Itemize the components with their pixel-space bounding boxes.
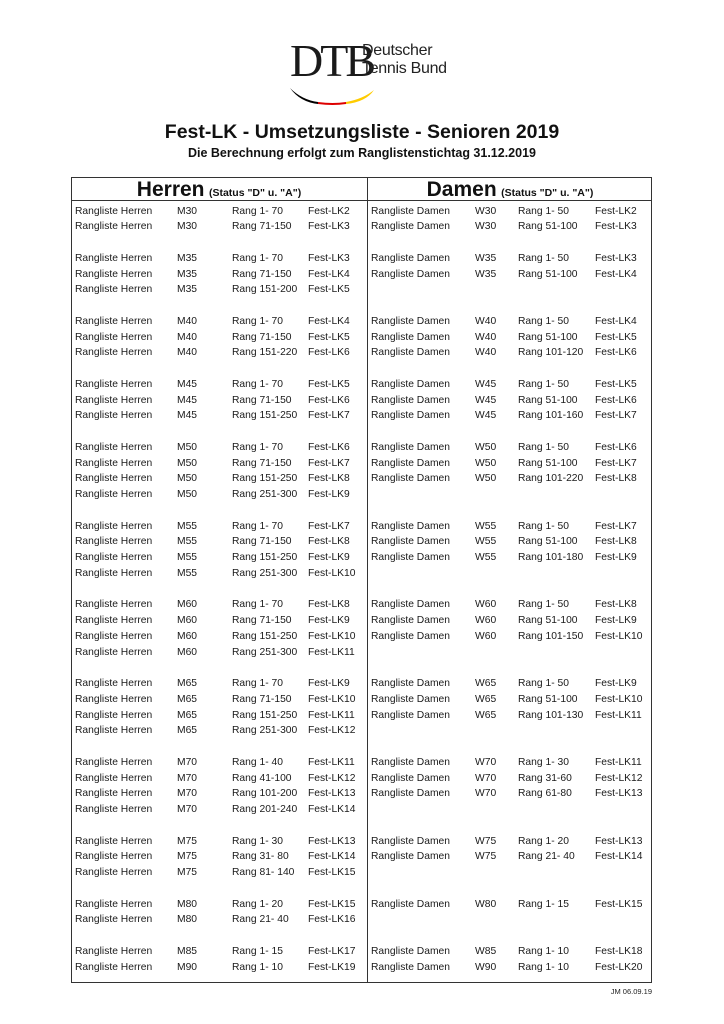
fest-lk-cell: Fest-LK7	[308, 410, 350, 422]
list-name-cell: Rangliste Damen	[371, 347, 450, 359]
herren-title: Herren	[136, 178, 205, 201]
list-name-cell: Rangliste Herren	[75, 725, 153, 737]
age-class-cell: W60	[475, 599, 497, 611]
list-name-cell: Rangliste Herren	[75, 693, 153, 705]
list-name-cell: Rangliste Herren	[75, 394, 153, 406]
list-name-cell: Rangliste Damen	[371, 520, 450, 532]
age-class-cell: M70	[177, 756, 198, 768]
rank-range-cell: Rang 151-250	[232, 473, 298, 485]
list-name-cell: Rangliste Herren	[75, 678, 153, 689]
age-class-cell: W50	[475, 473, 497, 485]
fest-lk-cell: Fest-LK11	[595, 756, 642, 768]
swoosh-gold	[346, 90, 374, 104]
fest-lk-cell: Fest-LK5	[308, 378, 350, 390]
list-name-cell: Rangliste Damen	[371, 945, 450, 957]
age-class-cell: M35	[177, 284, 198, 296]
list-name-cell: Rangliste Herren	[75, 536, 153, 548]
list-name-cell: Rangliste Damen	[371, 772, 450, 784]
age-class-cell: W45	[475, 410, 497, 422]
damen-status: (Status "D" u. "A")	[501, 187, 594, 199]
fest-lk-cell: Fest-LK9	[308, 552, 350, 563]
logo-text-line2: Tennis Bund	[362, 60, 447, 77]
fest-lk-cell: Fest-LK9	[308, 678, 350, 689]
rank-range-cell: Rang 1- 70	[232, 599, 283, 611]
rank-range-cell: Rang 31-60	[518, 772, 572, 784]
age-class-cell: M75	[177, 867, 198, 878]
age-class-cell: W70	[475, 772, 497, 784]
rank-range-cell: Rang 71-150	[232, 268, 292, 280]
age-class-cell: M70	[177, 772, 198, 784]
fest-lk-cell: Fest-LK10	[595, 693, 643, 705]
fest-lk-cell: Fest-LK14	[308, 851, 356, 863]
age-class-cell: M35	[177, 252, 198, 264]
age-class-cell: M70	[177, 788, 198, 800]
fest-lk-cell: Fest-LK17	[308, 945, 356, 957]
rank-range-cell: Rang 151-250	[232, 410, 298, 422]
rank-range-cell: Rang 51-100	[518, 536, 578, 548]
fest-lk-cell: Fest-LK9	[308, 489, 350, 500]
age-class-cell: M60	[177, 646, 198, 658]
fest-lk-cell: Fest-LK11	[595, 709, 642, 721]
rank-range-cell: Rang 1- 15	[232, 945, 283, 957]
fest-lk-cell: Fest-LK11	[308, 709, 355, 721]
rank-range-cell: Rang 51-100	[518, 394, 578, 406]
fest-lk-cell: Fest-LK13	[595, 835, 643, 847]
list-name-cell: Rangliste Damen	[371, 678, 450, 689]
fest-lk-cell: Fest-LK18	[595, 945, 643, 957]
rank-range-cell: Rang 1- 50	[518, 378, 569, 390]
list-name-cell: Rangliste Damen	[371, 898, 450, 910]
list-name-cell: Rangliste Herren	[75, 457, 153, 469]
list-name-cell: Rangliste Damen	[371, 961, 450, 973]
rank-range-cell: Rang 51-100	[518, 457, 578, 469]
fest-lk-cell: Fest-LK12	[308, 772, 356, 784]
age-class-cell: W40	[475, 331, 497, 343]
age-class-cell: W55	[475, 536, 497, 548]
list-name-cell: Rangliste Damen	[371, 221, 450, 233]
list-name-cell: Rangliste Herren	[75, 205, 153, 217]
age-class-cell: M55	[177, 552, 198, 563]
age-class-cell: M60	[177, 630, 198, 642]
list-name-cell: Rangliste Herren	[75, 867, 153, 878]
rank-range-cell: Rang 51-100	[518, 615, 578, 626]
fest-lk-cell: Fest-LK6	[595, 347, 637, 359]
age-class-cell: W75	[475, 835, 497, 847]
age-class-cell: M45	[177, 410, 198, 422]
age-class-cell: M35	[177, 268, 198, 280]
age-class-cell: W45	[475, 378, 497, 390]
dtb-logo	[288, 36, 468, 106]
fest-lk-cell: Fest-LK7	[595, 457, 637, 469]
age-class-cell: M45	[177, 394, 198, 406]
age-class-cell: M50	[177, 457, 198, 469]
fest-lk-cell: Fest-LK4	[595, 315, 637, 327]
fest-lk-cell: Fest-LK4	[595, 268, 637, 280]
logo-mark: DTB	[290, 35, 373, 86]
logo-wordmark	[362, 42, 447, 78]
list-name-cell: Rangliste Damen	[371, 410, 450, 422]
list-name-cell: Rangliste Herren	[75, 567, 153, 579]
fest-lk-cell: Fest-LK2	[308, 205, 350, 217]
rank-range-cell: Rang 251-300	[232, 646, 298, 658]
damen-heading	[368, 178, 652, 200]
fest-lk-cell: Fest-LK10	[308, 630, 356, 642]
age-class-cell: W55	[475, 520, 497, 532]
rank-range-cell: Rang 151-250	[232, 709, 298, 721]
age-class-cell: M30	[177, 205, 198, 217]
list-name-cell: Rangliste Herren	[75, 914, 153, 926]
rank-range-cell: Rang 1- 30	[232, 835, 283, 847]
age-class-cell: W40	[475, 347, 497, 359]
fest-lk-cell: Fest-LK7	[308, 457, 350, 469]
rank-range-cell: Rang 71-150	[232, 457, 292, 469]
fest-lk-cell: Fest-LK9	[308, 615, 350, 626]
fest-lk-cell: Fest-LK11	[308, 646, 355, 658]
age-class-cell: W65	[475, 709, 497, 721]
fest-lk-cell: Fest-LK10	[308, 693, 356, 705]
rank-range-cell: Rang 151-250	[232, 630, 298, 642]
fest-lk-cell: Fest-LK9	[595, 678, 637, 689]
age-class-cell: M40	[177, 315, 198, 327]
fest-lk-cell: Fest-LK10	[308, 567, 356, 579]
fest-lk-cell: Fest-LK9	[595, 552, 637, 563]
list-name-cell: Rangliste Damen	[371, 693, 450, 705]
swoosh-red	[318, 102, 346, 105]
fest-lk-cell: Fest-LK13	[595, 788, 643, 800]
fest-lk-cell: Fest-LK2	[595, 205, 637, 217]
damen-title: Damen	[426, 178, 497, 201]
page-title: Fest-LK - Umsetzungsliste - Senioren 2019	[164, 121, 560, 143]
list-name-cell: Rangliste Herren	[75, 646, 153, 658]
rank-range-cell: Rang 1- 70	[232, 678, 283, 689]
fest-lk-cell: Fest-LK6	[308, 394, 350, 406]
rank-range-cell: Rang 71-150	[232, 331, 292, 343]
list-name-cell: Rangliste Damen	[371, 615, 450, 626]
age-class-cell: W65	[475, 693, 497, 705]
rank-range-cell: Rang 51-100	[518, 268, 578, 280]
list-name-cell: Rangliste Herren	[75, 898, 153, 910]
list-name-cell: Rangliste Herren	[75, 599, 153, 611]
rank-range-cell: Rang 61-80	[518, 788, 572, 800]
list-name-cell: Rangliste Damen	[371, 457, 450, 469]
list-name-cell: Rangliste Damen	[371, 441, 450, 453]
fest-lk-cell: Fest-LK8	[308, 473, 350, 485]
rank-range-cell: Rang 251-300	[232, 725, 298, 737]
rank-range-cell: Rang 1- 20	[518, 835, 569, 847]
fest-lk-cell: Fest-LK10	[595, 630, 643, 642]
fest-lk-cell: Fest-LK12	[308, 725, 356, 737]
age-class-cell: W30	[475, 221, 497, 233]
age-class-cell: M45	[177, 378, 198, 390]
age-class-cell: M60	[177, 615, 198, 626]
list-name-cell: Rangliste Herren	[75, 378, 153, 390]
list-name-cell: Rangliste Herren	[75, 772, 153, 784]
rank-range-cell: Rang 1- 70	[232, 378, 283, 390]
fest-lk-cell: Fest-LK14	[595, 851, 643, 863]
column-divider	[367, 177, 368, 983]
list-name-cell: Rangliste Herren	[75, 804, 153, 815]
rank-range-cell: Rang 1- 10	[232, 961, 283, 973]
rank-range-cell: Rang 1- 70	[232, 520, 283, 532]
list-name-cell: Rangliste Damen	[371, 536, 450, 548]
rank-range-cell: Rang 151-220	[232, 347, 298, 359]
list-name-cell: Rangliste Herren	[75, 347, 153, 359]
age-class-cell: M30	[177, 221, 198, 233]
list-name-cell: Rangliste Damen	[371, 205, 450, 217]
list-name-cell: Rangliste Damen	[371, 473, 450, 485]
age-class-cell: W35	[475, 268, 497, 280]
age-class-cell: W55	[475, 552, 497, 563]
rank-range-cell: Rang 31- 80	[232, 851, 289, 863]
rank-range-cell: Rang 201-240	[232, 804, 298, 815]
fest-lk-cell: Fest-LK15	[308, 867, 356, 878]
list-name-cell: Rangliste Damen	[371, 788, 450, 800]
age-class-cell: W45	[475, 394, 497, 406]
rank-range-cell: Rang 1- 40	[232, 756, 283, 768]
herren-heading	[71, 178, 367, 200]
list-name-cell: Rangliste Herren	[75, 315, 153, 327]
list-name-cell: Rangliste Herren	[75, 489, 153, 500]
age-class-cell: M65	[177, 678, 198, 689]
age-class-cell: W70	[475, 788, 497, 800]
rank-range-cell: Rang 151-250	[232, 552, 298, 563]
list-name-cell: Rangliste Damen	[371, 756, 450, 768]
rank-range-cell: Rang 21- 40	[232, 914, 289, 926]
rank-range-cell: Rang 41-100	[232, 772, 292, 784]
age-class-cell: M55	[177, 536, 198, 548]
age-class-cell: W80	[475, 898, 497, 910]
age-class-cell: M40	[177, 347, 198, 359]
fest-lk-cell: Fest-LK6	[308, 441, 350, 453]
fest-lk-cell: Fest-LK14	[308, 804, 356, 815]
rank-range-cell: Rang 151-200	[232, 284, 298, 296]
rank-range-cell: Rang 1- 70	[232, 252, 283, 264]
fest-lk-cell: Fest-LK11	[308, 756, 355, 768]
rank-range-cell: Rang 1- 30	[518, 756, 569, 768]
list-name-cell: Rangliste Damen	[371, 315, 450, 327]
rank-range-cell: Rang 101-220	[518, 473, 584, 485]
fest-lk-cell: Fest-LK13	[308, 788, 356, 800]
age-class-cell: W85	[475, 945, 497, 957]
fest-lk-cell: Fest-LK6	[308, 347, 350, 359]
rank-range-cell: Rang 1- 70	[232, 205, 283, 217]
list-name-cell: Rangliste Damen	[371, 599, 450, 611]
rank-range-cell: Rang 1- 20	[232, 898, 283, 910]
fest-lk-cell: Fest-LK4	[308, 315, 350, 327]
list-name-cell: Rangliste Damen	[371, 378, 450, 390]
fest-lk-cell: Fest-LK7	[308, 520, 350, 532]
list-name-cell: Rangliste Herren	[75, 331, 153, 343]
age-class-cell: W35	[475, 252, 497, 264]
list-name-cell: Rangliste Herren	[75, 552, 153, 563]
fest-lk-cell: Fest-LK3	[308, 221, 350, 233]
rank-range-cell: Rang 101-130	[518, 709, 584, 721]
age-class-cell: M65	[177, 693, 198, 705]
age-class-cell: M75	[177, 835, 198, 847]
rank-range-cell: Rang 1- 50	[518, 252, 569, 264]
age-class-cell: M80	[177, 898, 198, 910]
list-name-cell: Rangliste Damen	[371, 268, 450, 280]
rank-range-cell: Rang 1- 15	[518, 898, 569, 910]
age-class-cell: W60	[475, 630, 497, 642]
age-class-cell: M55	[177, 567, 198, 579]
age-class-cell: W90	[475, 961, 497, 973]
fest-lk-cell: Fest-LK9	[595, 615, 637, 626]
rank-range-cell: Rang 1- 50	[518, 599, 569, 611]
list-name-cell: Rangliste Damen	[371, 851, 450, 863]
list-name-cell: Rangliste Herren	[75, 441, 153, 453]
fest-lk-cell: Fest-LK4	[308, 268, 350, 280]
list-name-cell: Rangliste Herren	[75, 473, 153, 485]
list-name-cell: Rangliste Herren	[75, 520, 153, 532]
age-class-cell: M85	[177, 945, 198, 957]
list-name-cell: Rangliste Herren	[75, 252, 153, 264]
page-subtitle: Die Berechnung erfolgt zum Ranglistenstichtag 31.12.2019	[187, 146, 536, 160]
list-name-cell: Rangliste Herren	[75, 709, 153, 721]
rank-range-cell: Rang 21- 40	[518, 851, 575, 863]
age-class-cell: M50	[177, 441, 198, 453]
fest-lk-cell: Fest-LK8	[308, 536, 350, 548]
fest-lk-cell: Fest-LK19	[308, 961, 356, 973]
fest-lk-cell: Fest-LK20	[595, 961, 643, 973]
age-class-cell: M90	[177, 961, 198, 973]
age-class-cell: W40	[475, 315, 497, 327]
age-class-cell: M80	[177, 914, 198, 926]
fest-lk-cell: Fest-LK5	[308, 331, 350, 343]
rank-range-cell: Rang 1- 10	[518, 945, 569, 957]
age-class-cell: W30	[475, 205, 497, 217]
fest-lk-cell: Fest-LK3	[595, 221, 637, 233]
fest-lk-cell: Fest-LK6	[595, 441, 637, 453]
rank-range-cell: Rang 1- 50	[518, 315, 569, 327]
age-class-cell: M40	[177, 331, 198, 343]
rank-range-cell: Rang 251-300	[232, 489, 298, 500]
rank-range-cell: Rang 51-100	[518, 693, 578, 705]
fest-lk-cell: Fest-LK12	[595, 772, 643, 784]
list-name-cell: Rangliste Damen	[371, 552, 450, 563]
list-name-cell: Rangliste Herren	[75, 410, 153, 422]
rank-range-cell: Rang 101-150	[518, 630, 584, 642]
list-name-cell: Rangliste Herren	[75, 756, 153, 768]
swoosh-black	[290, 88, 318, 104]
list-name-cell: Rangliste Damen	[371, 252, 450, 264]
rank-range-cell: Rang 1- 50	[518, 678, 569, 689]
rank-range-cell: Rang 101-200	[232, 788, 298, 800]
age-class-cell: M50	[177, 473, 198, 485]
rank-range-cell: Rang 71-150	[232, 693, 292, 705]
list-name-cell: Rangliste Herren	[75, 851, 153, 863]
fest-lk-cell: Fest-LK16	[308, 914, 356, 926]
list-name-cell: Rangliste Damen	[371, 709, 450, 721]
rank-range-cell: Rang 71-150	[232, 536, 292, 548]
age-class-cell: W60	[475, 615, 497, 626]
age-class-cell: M65	[177, 709, 198, 721]
logo-text-line1: Deutscher	[362, 42, 433, 59]
fest-lk-cell: Fest-LK6	[595, 394, 637, 406]
fest-lk-cell: Fest-LK8	[595, 536, 637, 548]
list-name-cell: Rangliste Herren	[75, 221, 153, 233]
rank-range-cell: Rang 1- 70	[232, 441, 283, 453]
rank-range-cell: Rang 101-120	[518, 347, 584, 359]
fest-lk-cell: Fest-LK15	[595, 898, 643, 910]
list-name-cell: Rangliste Damen	[371, 835, 450, 847]
rank-range-cell: Rang 1- 10	[518, 961, 569, 973]
fest-lk-cell: Fest-LK7	[595, 410, 637, 422]
fest-lk-cell: Fest-LK5	[595, 378, 637, 390]
fest-lk-cell: Fest-LK5	[595, 331, 637, 343]
list-name-cell: Rangliste Herren	[75, 615, 153, 626]
age-class-cell: W75	[475, 851, 497, 863]
list-name-cell: Rangliste Damen	[371, 331, 450, 343]
rank-range-cell: Rang 51-100	[518, 331, 578, 343]
rank-range-cell: Rang 71-150	[232, 394, 292, 406]
list-name-cell: Rangliste Damen	[371, 394, 450, 406]
rank-range-cell: Rang 71-150	[232, 615, 292, 626]
rank-range-cell: Rang 101-160	[518, 410, 584, 422]
fest-lk-cell: Fest-LK15	[308, 898, 356, 910]
age-class-cell: M55	[177, 520, 198, 532]
list-name-cell: Rangliste Damen	[371, 630, 450, 642]
rank-range-cell: Rang 51-100	[518, 221, 578, 233]
fest-lk-cell: Fest-LK8	[308, 599, 350, 611]
fest-lk-cell: Fest-LK3	[595, 252, 637, 264]
age-class-cell: M70	[177, 804, 198, 815]
rank-range-cell: Rang 101-180	[518, 552, 584, 563]
list-name-cell: Rangliste Herren	[75, 945, 153, 957]
rank-range-cell: Rang 71-150	[232, 221, 292, 233]
footer-note: JM 06.09.19	[610, 987, 652, 996]
rank-range-cell: Rang 1- 50	[518, 520, 569, 532]
herren-status: (Status "D" u. "A")	[208, 187, 302, 199]
fest-lk-cell: Fest-LK8	[595, 473, 637, 485]
fest-lk-cell: Fest-LK8	[595, 599, 637, 611]
list-name-cell: Rangliste Herren	[75, 284, 153, 296]
fest-lk-cell: Fest-LK3	[308, 252, 350, 264]
list-name-cell: Rangliste Herren	[75, 268, 153, 280]
fest-lk-cell: Fest-LK7	[595, 520, 637, 532]
age-class-cell: M75	[177, 851, 198, 863]
age-class-cell: M65	[177, 725, 198, 737]
rank-range-cell: Rang 1- 50	[518, 441, 569, 453]
age-class-cell: W65	[475, 678, 497, 689]
age-class-cell: M50	[177, 489, 198, 500]
fest-lk-cell: Fest-LK5	[308, 284, 350, 296]
age-class-cell: W70	[475, 756, 497, 768]
list-name-cell: Rangliste Herren	[75, 788, 153, 800]
rank-range-cell: Rang 81- 140	[232, 867, 295, 878]
age-class-cell: M60	[177, 599, 198, 611]
fest-lk-cell: Fest-LK13	[308, 835, 356, 847]
age-class-cell: W50	[475, 457, 497, 469]
list-name-cell: Rangliste Herren	[75, 961, 153, 973]
rank-range-cell: Rang 1- 70	[232, 315, 283, 327]
rank-range-cell: Rang 251-300	[232, 567, 298, 579]
age-class-cell: W50	[475, 441, 497, 453]
flag-swoosh-icon	[288, 82, 378, 106]
list-name-cell: Rangliste Herren	[75, 835, 153, 847]
rank-range-cell: Rang 1- 50	[518, 205, 569, 217]
list-name-cell: Rangliste Herren	[75, 630, 153, 642]
